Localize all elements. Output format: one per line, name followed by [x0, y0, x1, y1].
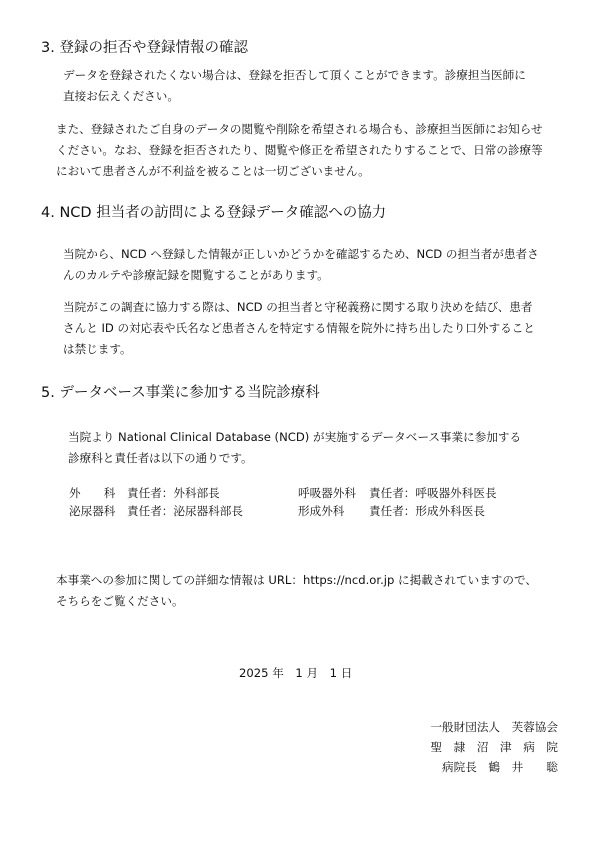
text-line: 当院より National Clinical Database (NCD) が実施するデータベース事業に参加する	[68, 430, 522, 444]
department-name: 形成外科	[298, 504, 345, 518]
section-heading: 3. 登録の拒否や登録情報の確認	[41, 40, 248, 56]
text-line: 直接お伝えください。	[63, 89, 179, 103]
department-name: 外 科	[69, 486, 116, 500]
paragraph	[56, 119, 596, 182]
document-date: 2025 年 1 月 1 日	[239, 666, 353, 680]
responsible-person: 責任者：形成外科医長	[369, 504, 485, 518]
notice-paragraph	[56, 570, 596, 612]
text-line: そちらをご覧ください。	[56, 594, 184, 608]
text-line: また、登録されたご自身のデータの閲覧や削除を希望される場合も、診療担当医師にお知らせ	[56, 122, 543, 136]
text-line: ください。なお、登録を拒否されたり、閲覧や修正を希望されたりすることで、日常の診療等	[56, 143, 543, 157]
text-line: んのカルテや診療記録を閲覧することがあります。	[63, 268, 329, 282]
text-line: は禁じます。	[63, 342, 132, 356]
text-line: データを登録されたくない場合は、登録を拒否して頂くことができます。診療担当医師に	[63, 68, 526, 82]
organization-name: 一般財団法人 芙蓉協会	[430, 720, 558, 734]
text-line: さんと ID の対応表や氏名など患者さんを特定する情報を院外に持ち出したり口外すること	[63, 321, 535, 335]
section-heading: 4. NCD 担当者の訪問による登録データ確認への協力	[41, 205, 387, 221]
paragraph	[63, 297, 583, 360]
director-name: 病院長 鶴 井 聡	[442, 760, 558, 774]
text-line: 当院がこの調査に協力する際は、NCD の担当者と守秘義務に関する取り決めを結び、患者	[63, 300, 533, 314]
department-name: 泌尿器科	[69, 504, 116, 518]
department-name: 呼吸器外科	[298, 486, 356, 500]
responsible-person: 責任者：泌尿器科部長	[127, 504, 243, 518]
paragraph	[63, 244, 583, 286]
responsible-person: 責任者：外科部長	[127, 486, 220, 500]
paragraph	[68, 427, 588, 469]
paragraph	[63, 65, 583, 107]
responsible-person: 責任者：呼吸器外科医長	[369, 486, 497, 500]
text-line: において患者さんが不利益を被ることは一切ございません。	[56, 164, 370, 178]
text-line: 本事業への参加に関しての詳細な情報は URL：https://ncd.or.jp に掲載されていますので、	[56, 573, 537, 587]
text-line: 当院から、NCD へ登録した情報が正しいかどうかを確認するため、NCD の担当者が患者さ	[63, 247, 539, 261]
text-line: 診療科と責任者は以下の通りです。	[68, 451, 253, 465]
hospital-name: 聖 隷 沼 津 病 院	[430, 740, 558, 754]
section-heading: 5. データベース事業に参加する当院診療科	[41, 385, 320, 401]
